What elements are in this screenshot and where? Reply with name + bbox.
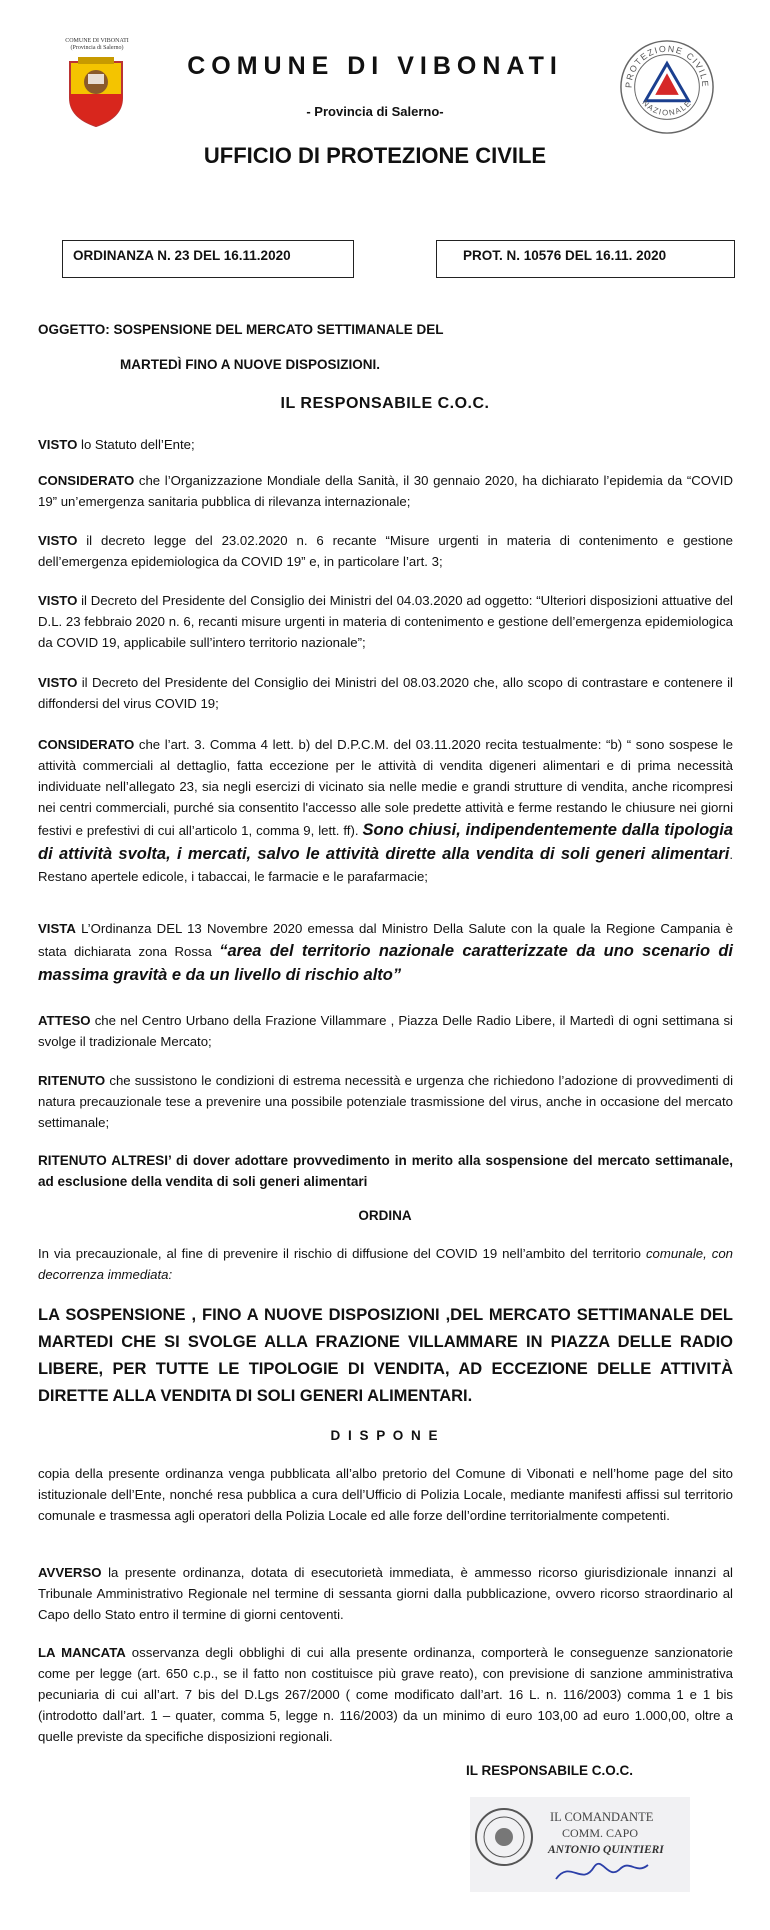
paragraph-visto-dpcm-0803 (38, 672, 733, 714)
paragraph-text: L’Ordinanza DEL 13 Novembre 2020 emessa dal Ministro Della Salute con la quale la Regione Campania è stata dichiarata zona Rossa (38, 921, 733, 959)
protocollo-number: PROT. N. 10576 DEL 16.11. 2020 (463, 248, 667, 263)
paragraph-visto-dpcm-0403 (38, 590, 733, 653)
oggetto-line2: MARTEDÌ FINO A NUOVE DISPOSIZIONI. (120, 357, 381, 372)
ordina-intro-italic: comunale, con decorrenza immediata: (38, 1246, 733, 1282)
lead-word: VISTO (38, 675, 78, 690)
official-stamp-signature (470, 1797, 690, 1892)
ordina-intro (38, 1243, 733, 1285)
dispone-avverso (38, 1562, 733, 1625)
ordinanza-box (62, 240, 354, 278)
lead-word: RITENUTO (38, 1073, 106, 1088)
crest-caption-line1: COMUNE DI VIBONATI (65, 38, 129, 44)
paragraph-text: il Decreto del Presidente del Consiglio dei Ministri del 08.03.2020 che, allo scopo di contrastare e contenere il diffondersi del virus COVID 19; (38, 675, 733, 711)
paragraph-text: la presente ordinanza, dotata di esecutorietà immediata, è ammesso ricorso giurisdizionale innanzi al Tribunale Amministrativo Regionale nel termine di sessanta giorni dalla pubblicazione, ovvero ricorso straordinario al Capo dello Stato entro il termine di giorni centoventi. (38, 1565, 733, 1622)
lead-word: AVVERSO (38, 1565, 102, 1580)
provincia-subtitle: - Provincia di Salerno- (306, 104, 444, 119)
municipal-crest-icon (66, 56, 126, 128)
responsabile-heading: IL RESPONSABILE C.O.C. (280, 395, 490, 412)
paragraph-vista-ordinanza (38, 918, 733, 987)
paragraph-text: che sussistono le condizioni di estrema necessità e urgenza che richiedono l’adozione di provvedimenti di natura precauzionale tese a prevenire una possibile potenziale trasmissione del virus, anche in occasione del mercato settimanale; (38, 1073, 733, 1130)
paragraph-text: che l’Organizzazione Mondiale della Sanità, il 30 gennaio 2020, ha dichiarato l’epidemia da “COVID 19” un’emergenza sanitaria pubblica di rilevanza internazionale; (38, 473, 733, 509)
emphasis-text: Sono chiusi, indipendentemente dalla tipologia di attività svolta, i mercati, salvo le attività dirette alla vendita di soli generi alimentari (38, 821, 733, 863)
dispone-pubblicazione: copia della presente ordinanza venga pubblicata all’albo pretorio del Comune di Vibonati e nell’home page del sito istituzionale dell’Ente, nonché resa pubblica a cura dell’Ufficio di Polizia Locale, mediante manifesti affissi sul territorio comunale e trasmessa agli operatori della Polizia Locale ed alle forze dell’ordine territorialmente competenti. (38, 1466, 733, 1523)
ordina-heading: ORDINA (358, 1208, 412, 1223)
dispone-heading: D I S P O N E (330, 1428, 440, 1443)
lead-word: VISTO (38, 593, 78, 608)
paragraph-text: il decreto legge del 23.02.2020 n. 6 recante “Misure urgenti in materia di contenimento e gestione dell’emergenza epidemiologica da COVID 19” e, in particolare l’art. 3; (38, 533, 733, 569)
ordinanza-number: ORDINANZA N. 23 DEL 16.11.2020 (73, 248, 291, 263)
paragraph-text: osservanza degli obblighi di cui alla presente ordinanza, comporterà le conseguenze sanzionatorie come per legge (art. 650 c.p., se il fatto non costituisce più grave reato), con previsione di sanzione amministrativa pecuniaria di cui all’art. 7 bis del D.Lgs 267/2000 ( come modificato dall’art. 16 L. n. 116/2003) comma 1 e 1 bis (introdotto dall’art. 1 – quater, comma 5, legge n. 116/2003) da un minimo di euro 103,00 ad euro 1.000,00, oltre a quelle previste da specifiche disposizioni regionali. (38, 1645, 733, 1744)
signature-title: IL RESPONSABILE C.O.C. (466, 1763, 634, 1778)
oggetto-line1: OGGETTO: SOSPENSIONE DEL MERCATO SETTIMANALE DEL (38, 322, 444, 337)
paragraph-text: che nel Centro Urbano della Frazione Villammare , Piazza Delle Radio Libere, il Martedì di ogni settimana si svolge il tradizionale Mercato; (38, 1013, 733, 1049)
ordina-intro-text: In via precauzionale, al fine di prevenire il rischio di diffusione del COVID 19 nell’ambito del territorio (38, 1246, 646, 1261)
stamp-line2: COMM. CAPO (562, 1826, 639, 1840)
paragraph-ritenuto-altresi: RITENUTO ALTRESI’ di dover adottare provvedimento in merito alla sospensione del mercato settimanale, ad esclusione della vendita di soli generi alimentari (38, 1153, 733, 1189)
paragraph-visto-decreto (38, 530, 733, 572)
crest-caption (55, 38, 139, 52)
stamp-line1: IL COMANDANTE (550, 1810, 654, 1824)
paragraph-text: il Decreto del Presidente del Consiglio dei Ministri del 04.03.2020 ad oggetto: “Ulteriori disposizioni attuative del D.L. 23 febbraio 2020 n. 6, recanti misure urgenti in materia di contenimento e gestione dell’emergenza epidemiologica da COVID 19, applicabile sull’intero territorio nazionale”; (38, 593, 733, 650)
paragraph-ritenuto (38, 1070, 733, 1133)
paragraph-considerato-oms (38, 470, 733, 512)
protezione-civile-logo-icon (618, 38, 716, 136)
lead-word: VISTO (38, 533, 78, 548)
paragraph-atteso (38, 1010, 733, 1052)
dispone-mancata (38, 1642, 733, 1747)
lead-word: LA MANCATA (38, 1645, 126, 1660)
logo-text-top: PROTEZIONE CIVILE (623, 43, 711, 89)
lead-word: ATTESO (38, 1013, 91, 1028)
comune-title: COMUNE DI VIBONATI (187, 52, 563, 80)
paragraph-tail: . Restano apertele edicole, i tabaccai, le farmacie e le parafarmacie; (38, 847, 733, 884)
sospensione-statement: LA SOSPENSIONE , FINO A NUOVE DISPOSIZIONI ,DEL MERCATO SETTIMANALE DEL MARTEDI CHE SI SVOLGE ALLA FRAZIONE VILLAMMARE IN PIAZZA DELLE RADIO LIBERE, PER TUTTE LE TIPOLOGIE DI VENDITA, AD ECCEZIONE DELLE ATTIVITÀ DIRETTE ALLA VENDITA DI SOLI GENERI ALIMENTARI. (38, 1306, 733, 1405)
paragraph-text: che l’art. 3. Comma 4 lett. b) del D.P.C.M. del 03.11.2020 recita testualmente: “b) “ sono sospese le attività commerciali al dettaglio, fatta eccezione per le attività di vendita digeneri alimentari e di prima necessità individuate nell’allegato 23, sia negli esercizi di vicinato sia nelle medie e grandi strutture di vendita, anche ricompresi nei centri commerciali, purché sia consentito l'accesso alle sole predette attività e ferme restando le chiusure nei giorni festivi e prefestivi di cui all’articolo 1, comma 9, lett. ff). (38, 737, 733, 838)
lead-word: CONSIDERATO (38, 737, 135, 752)
paragraph-visto-statuto (38, 434, 733, 455)
lead-word: VISTO (38, 437, 78, 452)
crest-caption-line2: (Provincia di Salerno) (70, 45, 124, 51)
protocollo-box (436, 240, 735, 278)
paragraph-considerato-dpcm (38, 734, 733, 887)
emphasis-text: “area del territorio nazionale caratterizzate da uno scenario di massima gravità e da un livello di rischio alto” (38, 942, 733, 984)
lead-word: VISTA (38, 921, 76, 936)
paragraph-text: lo Statuto dell’Ente; (77, 437, 195, 452)
stamp-line3: ANTONIO QUINTIERI (548, 1844, 664, 1856)
ufficio-title: UFFICIO DI PROTEZIONE CIVILE (203, 143, 547, 168)
logo-text-bottom: NAZIONALE (640, 98, 694, 118)
lead-word: CONSIDERATO (38, 473, 135, 488)
